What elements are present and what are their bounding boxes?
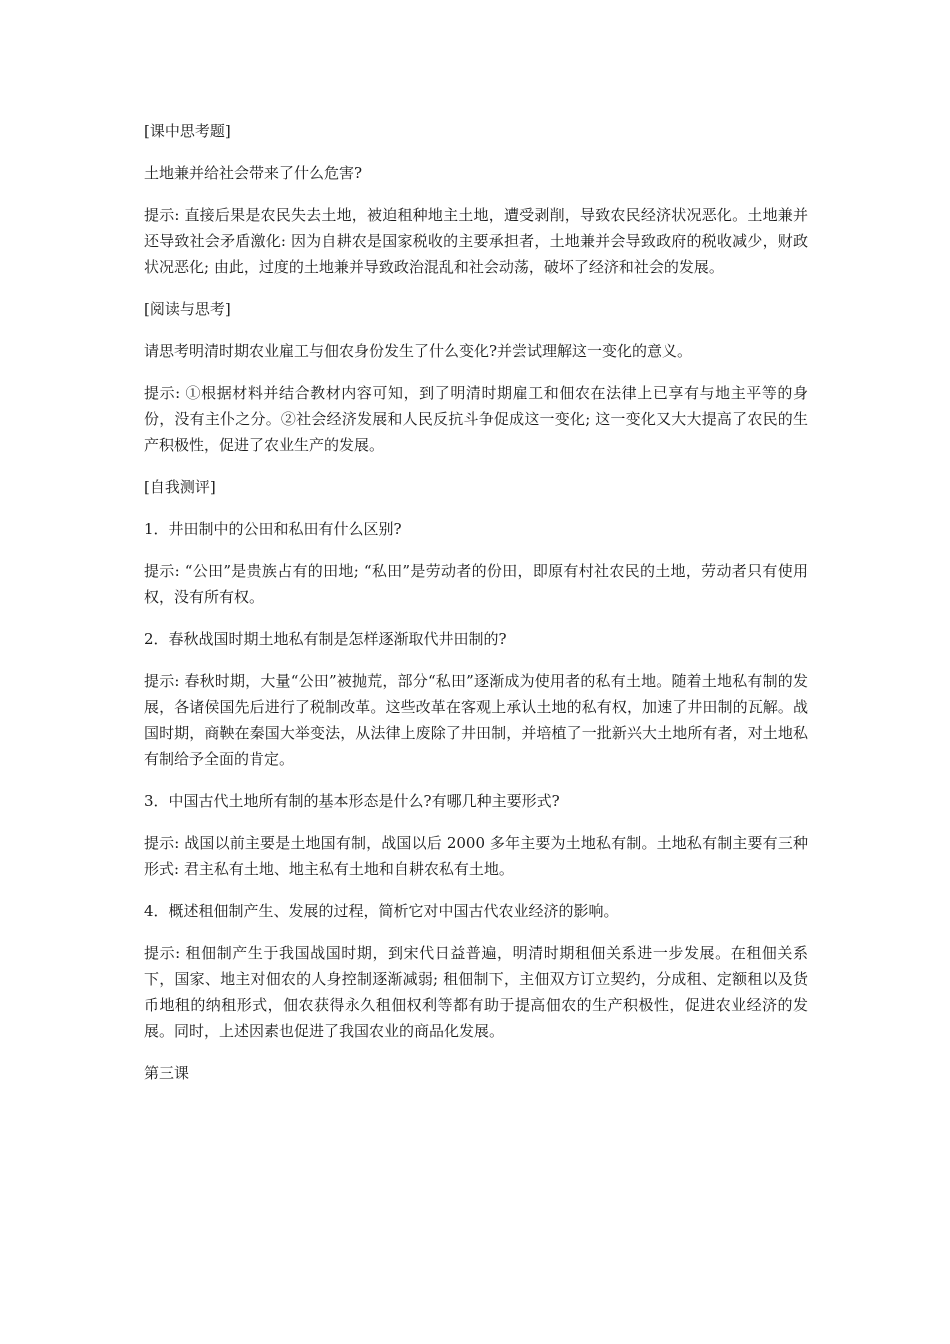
question-2: 2．春秋战国时期土地私有制是怎样逐渐取代井田制的?: [144, 630, 507, 648]
document-page: [144, 118, 808, 1102]
hint-2: 提示: 春秋时期，大量“公田”被抛荒，部分“私田”逐渐成为使用者的私有土地。随着土地私有制的发展，各诸侯国先后进行了税制改革。这些改革在客观上承认土地的私有权，加速了井田制的瓦解。战国时期，商鞅在秦国大举变法，从法律上废除了井田制，并培植了一批新兴大土地所有者，对土地私有制给予全面的肯定。: [144, 672, 808, 768]
question-1: 1．井田制中的公田和私田有什么区别?: [144, 520, 402, 538]
section-heading-self-assessment: [自我测评]: [144, 478, 216, 496]
question-land-annexation: 土地兼并给社会带来了什么危害?: [144, 164, 363, 182]
hint-3: 提示: 战国以前主要是土地国有制，战国以后 2000 多年主要为土地私有制。土地私有制主要有三种形式: 君主私有土地、地主私有土地和自耕农私有土地。: [144, 834, 808, 878]
section-heading-in-class-questions: [课中思考题]: [144, 122, 231, 140]
lesson-three-heading: 第三课: [144, 1064, 190, 1082]
hint-4: 提示: 租佃制产生于我国战国时期，到宋代日益普遍，明清时期租佃关系进一步发展。在租佃关系下，国家、地主对佃农的人身控制逐渐减弱; 租佃制下，主佃双方订立契约，分成租、定额租以及货币地租的纳租形式，佃农获得永久租佃权利等都有助于提高佃农的生产积极性，促进农业经济的发展。同时，上述因素也促进了我国农业的商品化发展。: [144, 944, 808, 1040]
question-4: 4．概述租佃制产生、发展的过程，简析它对中国古代农业经济的影响。: [144, 902, 619, 920]
hint-ming-qing-status: 提示: ①根据材料并结合教材内容可知，到了明清时期雇工和佃农在法律上已享有与地主平等的身份，没有主仆之分。②社会经济发展和人民反抗斗争促成这一变化; 这一变化又大大提高了农民的生产积极性，促进了农业生产的发展。: [144, 384, 808, 454]
question-3: 3．中国古代土地所有制的基本形态是什么?有哪几种主要形式?: [144, 792, 560, 810]
hint-1: 提示: “公田”是贵族占有的田地; “私田”是劳动者的份田，即原有村社农民的土地，劳动者只有使用权，没有所有权。: [144, 562, 808, 606]
section-heading-reading-thinking: [阅读与思考]: [144, 300, 231, 318]
hint-land-annexation: 提示: 直接后果是农民失去土地，被迫租种地主土地，遭受剥削，导致农民经济状况恶化。土地兼并还导致社会矛盾激化: 因为自耕农是国家税收的主要承担者，土地兼并会导致政府的税收减少，财政状况恶化; 由此，过度的土地兼并导致政治混乱和社会动荡，破坏了经济和社会的发展。: [144, 206, 808, 276]
question-ming-qing-status: 请思考明清时期农业雇工与佃农身份发生了什么变化?并尝试理解这一变化的意义。: [144, 342, 693, 360]
